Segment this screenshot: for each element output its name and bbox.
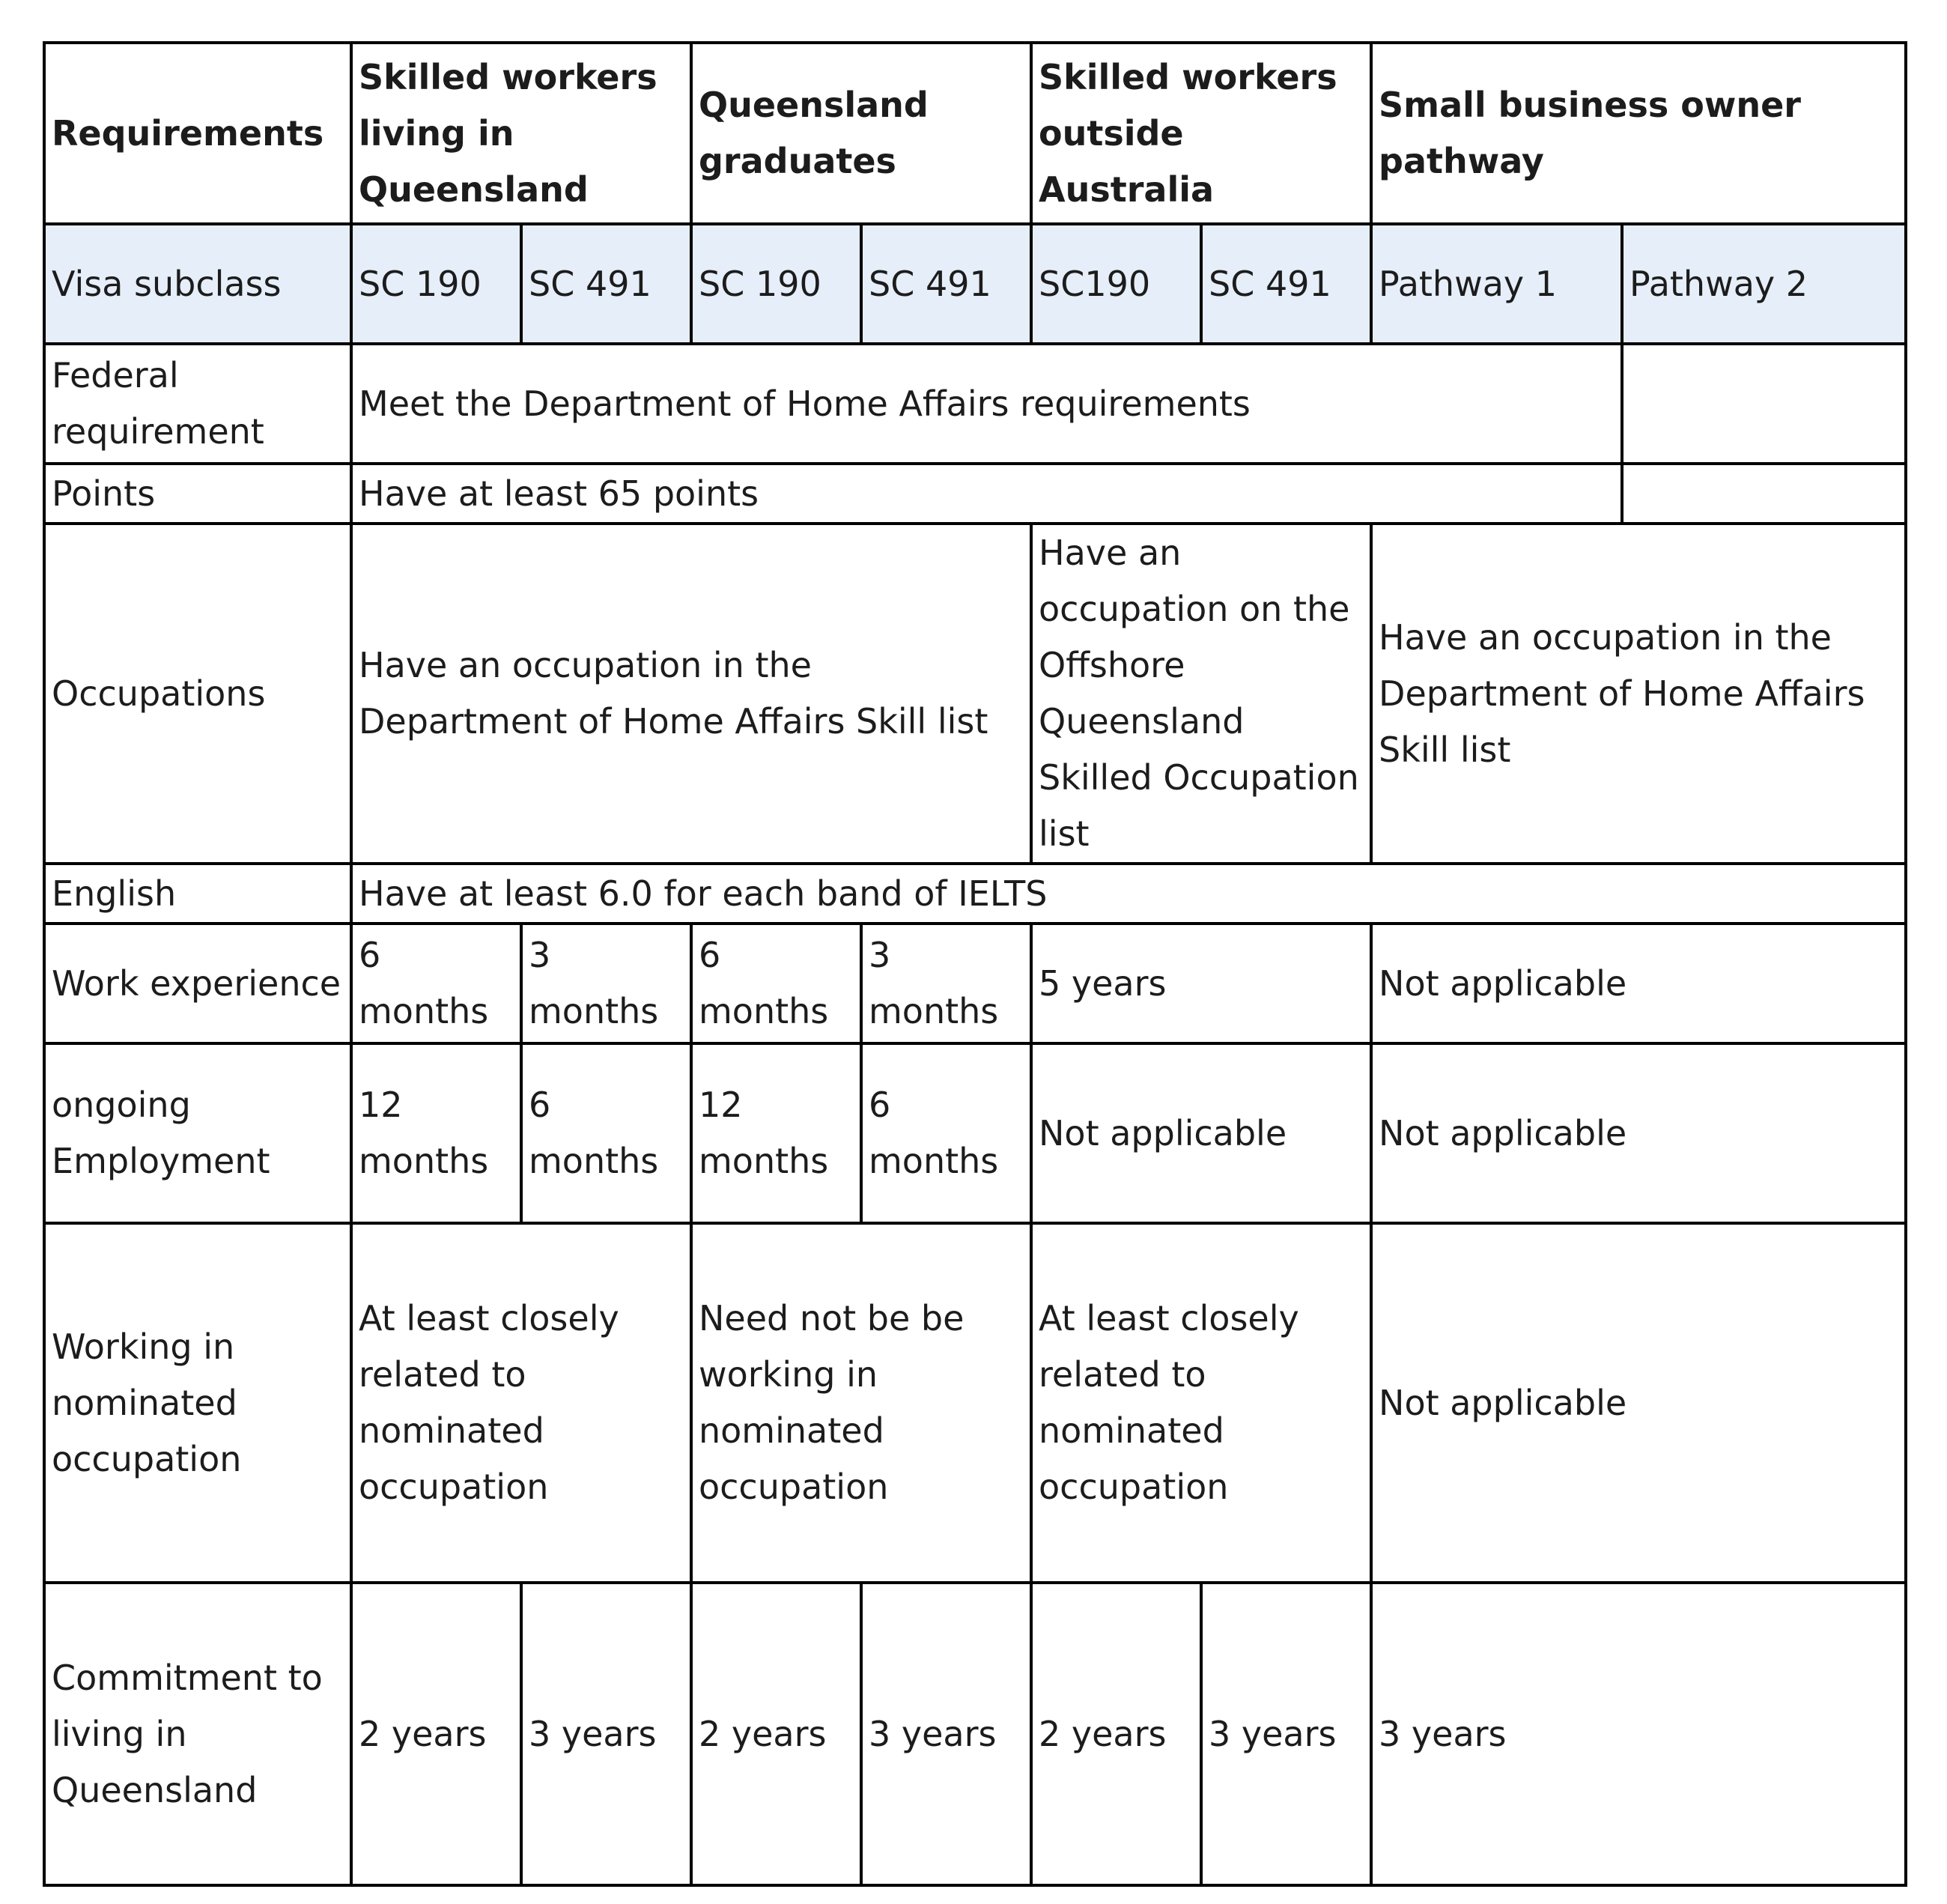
work-experience-cell: 6 months [351,924,521,1043]
visa-subclass-cell: SC 491 [521,224,691,344]
ongoing-employment-cell: 12 months [691,1043,861,1223]
ongoing-employment-cell: Not applicable [1031,1043,1371,1223]
header-row [44,43,1906,224]
ongoing-employment-row [44,1043,1906,1223]
visa-subclass-cell: SC 190 [691,224,861,344]
points-cell: Have at least 65 points [351,464,1622,524]
header-skilled-workers-queensland: Skilled workers living in Queensland [351,43,691,224]
header-skilled-workers-outside: Skilled workers outside Australia [1031,43,1371,224]
commitment-cell: 3 years [521,1583,691,1885]
work-experience-cell: 3 months [521,924,691,1043]
work-experience-cell: 3 months [861,924,1031,1043]
work-experience-row [44,924,1906,1043]
ongoing-employment-cell: 12 months [351,1043,521,1223]
federal-pathway2-cell [1622,344,1906,464]
commitment-cell: 2 years [1031,1583,1201,1885]
commitment-cell: 3 years [1201,1583,1371,1885]
ongoing-employment-cell: Not applicable [1371,1043,1906,1223]
visa-subclass-cell: SC 190 [351,224,521,344]
visa-subclass-cell: Pathway 2 [1622,224,1906,344]
english-cell: Have at least 6.0 for each band of IELTS [351,864,1906,924]
visa-subclass-cell: Pathway 1 [1371,224,1622,344]
header-queensland-graduates: Queensland graduates [691,43,1031,224]
row-label: Visa subclass [44,224,351,344]
row-label: Federal requirement [44,344,351,464]
commitment-cell: 3 years [1371,1583,1906,1885]
commitment-row [44,1583,1906,1885]
working-nominated-cell: At least closely related to nominated occupation [351,1223,691,1583]
points-pathway2-cell [1622,464,1906,524]
work-experience-cell: 5 years [1031,924,1371,1043]
working-nominated-cell: At least closely related to nominated occupation [1031,1223,1371,1583]
commitment-cell: 3 years [861,1583,1031,1885]
row-label: Commitment to living in Queensland [44,1583,351,1885]
visa-subclass-cell: SC 491 [1201,224,1371,344]
row-label: ongoing Employment [44,1043,351,1223]
occupations-small-business-cell: Have an occupation in the Department of Home Affairs Skill list [1371,524,1906,864]
visa-subclass-row [44,224,1906,344]
ongoing-employment-cell: 6 months [521,1043,691,1223]
visa-subclass-cell: SC190 [1031,224,1201,344]
commitment-cell: 2 years [691,1583,861,1885]
row-label: Occupations [44,524,351,864]
occupations-outside-cell: Have an occupation on the Offshore Queensland Skilled Occupation list [1031,524,1371,864]
points-row [44,464,1906,524]
row-label: Work experience [44,924,351,1043]
federal-requirement-cell: Meet the Department of Home Affairs requirements [351,344,1622,464]
header-requirements: Requirements [44,43,351,224]
work-experience-cell: Not applicable [1371,924,1906,1043]
row-label: English [44,864,351,924]
requirements-table [43,41,1907,1887]
english-row [44,864,1906,924]
work-experience-cell: 6 months [691,924,861,1043]
row-label: Working in nominated occupation [44,1223,351,1583]
header-small-business: Small business owner pathway [1371,43,1906,224]
occupations-queensland-cell: Have an occupation in the Department of Home Affairs Skill list [351,524,1031,864]
row-label: Points [44,464,351,524]
federal-requirement-row [44,344,1906,464]
working-nominated-row [44,1223,1906,1583]
commitment-cell: 2 years [351,1583,521,1885]
occupations-row [44,524,1906,864]
ongoing-employment-cell: 6 months [861,1043,1031,1223]
visa-subclass-cell: SC 491 [861,224,1031,344]
working-nominated-cell: Not applicable [1371,1223,1906,1583]
working-nominated-cell: Need not be be working in nominated occupation [691,1223,1031,1583]
